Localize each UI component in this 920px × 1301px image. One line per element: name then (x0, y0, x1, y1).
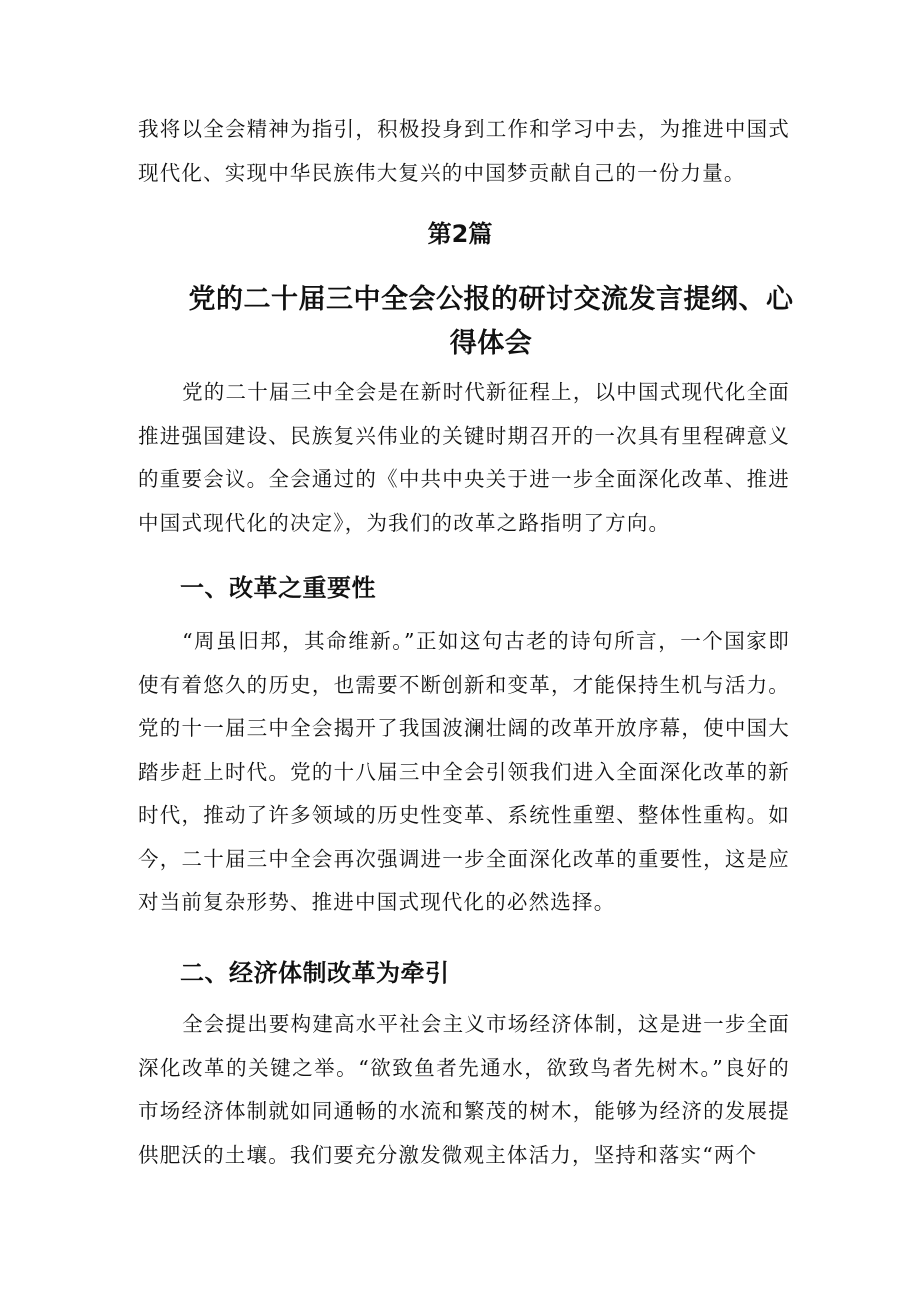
continuation-paragraph: 我将以全会精神为指引，积极投身到工作和学习中去，为推进中国式现代化、实现中华民族伟大复兴的中国梦贡献自己的一份力量。 (138, 117, 790, 185)
section-heading-1: 一、改革之重要性 (180, 574, 376, 602)
document-title: 党的二十届三中全会公报的研讨交流发言提纲、心得体会 (188, 284, 794, 359)
section-1-paragraph: “周虽旧邦，其命维新。”正如这句古老的诗句所言，一个国家即使有着悠久的历史，也需要不断创新和变革，才能保持生机与活力。党的十一届三中全会揭开了我国波澜壮阔的改革开放序幕，使中国大踏步赶上时代。党的十八届三中全会引领我们进入全面深化改革的新时代，推动了许多领域的历史性变革、系统性重塑、整体性重构。如今，二十届三中全会再次强调进一步全面深化改革的重要性，这是应对当前复杂形势、推进中国式现代化的必然选择。 (138, 629, 790, 914)
section-heading-2: 二、经济体制改革为牵引 (180, 959, 450, 987)
intro-paragraph: 党的二十届三中全会是在新时代新征程上，以中国式现代化全面推进强国建设、民族复兴伟业的关键时期召开的一次具有里程碑意义的重要会议。全会通过的《中共中央关于进一步全面深化改革、推进中国式现代化的决定》，为我们的改革之路指明了方向。 (138, 380, 790, 535)
part-title: 第2篇 (427, 220, 493, 248)
section-2-paragraph: 全会提出要构建高水平社会主义市场经济体制，这是进一步全面深化改革的关键之举。“欲致鱼者先通水，欲致鸟者先树木。”良好的市场经济体制就如同通畅的水流和繁茂的树木，能够为经济的发展提供肥沃的土壤。我们要充分激发微观主体活力，坚持和落实“两个 (138, 1012, 790, 1167)
